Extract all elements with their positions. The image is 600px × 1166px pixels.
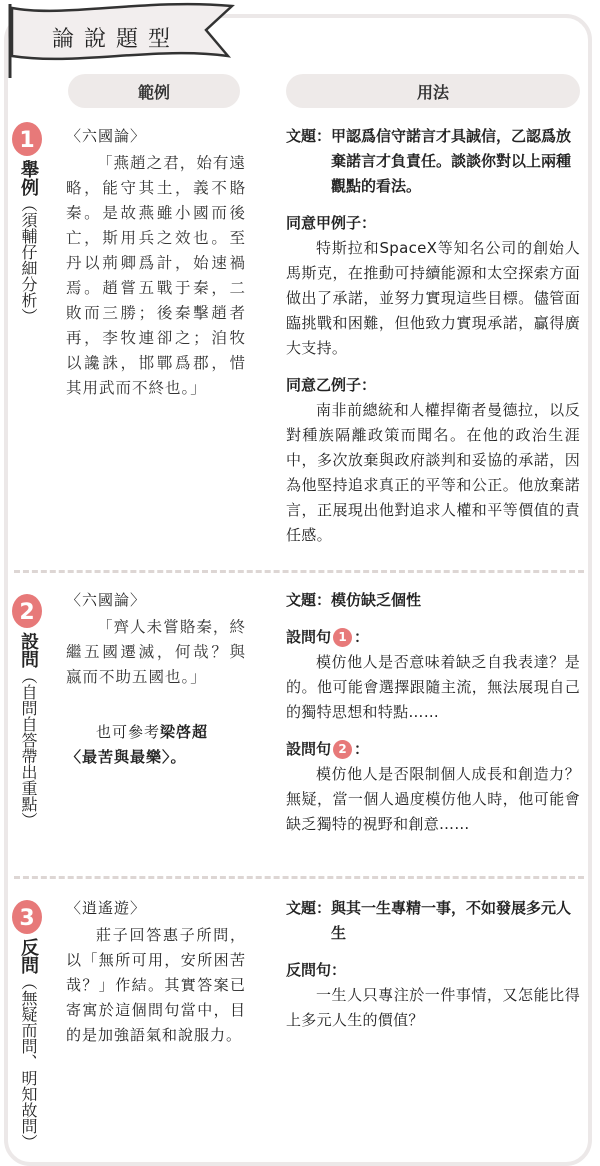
number-circle-1-icon: 1 [333,628,352,647]
column-header-example: 範例 [68,74,240,108]
section-title: 反問 [18,938,39,974]
column-header-usage: 用法 [286,74,580,108]
example-3 [66,896,246,1048]
number-circle-2-icon: 2 [333,740,352,759]
topic-label: 文題： [286,127,332,145]
example-1 [66,124,246,401]
block-text: 模仿他人是否意味着缺乏自我表達？是的。他可能會選擇跟隨主流，無法展現自己的獨特思想和特點…… [286,653,580,721]
section-name-1 [18,160,38,324]
section-subtitle: （無疑而問、明知故問） [19,974,38,1150]
svg-text:2: 2 [19,600,35,625]
example-source: 〈六國論〉 [66,127,147,145]
topic-label: 文題： [286,591,332,609]
usage-1 [286,124,580,548]
section-title: 設問 [18,632,39,668]
usage-topic [286,588,580,613]
block-text: 一生人只專注於一件事情，又怎能比得上多元人生的價值？ [286,986,580,1029]
topic-text: 與其一生專精一事，不如發展多元人生 [331,899,572,942]
title-banner [6,0,238,80]
section-divider [14,876,584,879]
topic-label: 文題： [286,899,332,917]
number-badge-3-icon [10,896,44,936]
example-note [66,720,246,770]
note-author: 梁啓超 [160,723,209,741]
section-title: 舉例 [18,160,39,196]
example-quote: 「齊人未嘗賂秦，終繼五國遷滅，何哉？與嬴而不助五國也。」 [66,618,246,686]
svg-text:1: 1 [19,128,35,153]
usage-2 [286,588,580,837]
usage-topic [286,896,580,946]
block-text: 特斯拉和SpaceX等知名公司的創始人馬斯克，在推動可持續能源和太空探索方面做出了承諾，並努力實現這些目標。儘管面臨挑戰和困難，但他致力實現承諾，贏得廣大支持。 [286,239,580,357]
topic-text: 模仿缺乏個性 [331,591,422,609]
section-divider [14,570,584,573]
note-prefix: 也可參考 [96,723,161,741]
banner-title: 論說題型 [52,27,181,52]
block-label: 同意乙例子： [286,376,377,394]
section-name-2 [18,632,38,828]
block-label: 反問句： [286,961,347,979]
example-body: 莊子回答惠子所問，以「無所可用，安所困苦哉？」作結。其實答案已寄寓於這個問句當中，目的是加強語氣和說服力。 [66,926,246,1044]
example-quote: 「燕趙之君，始有遠略，能守其土，義不賂秦。是故燕雖小國而後亡，斯用兵之效也。至丹以荊卿爲計，始速禍焉。趙嘗五戰于秦，二敗而三勝；後秦擊趙者再，李牧連卻之；洎牧以讒誅，邯鄲爲郡，惜其用武而不終也。」 [66,154,246,397]
usage-topic [286,124,580,199]
example-source: 〈逍遙遊〉 [66,899,147,917]
block-text: 南非前總統和人權捍衛者曼德拉，以反對種族隔離政策而聞名。在他的政治生涯中，多次放棄與政府談判和妥協的承諾，因為他堅持追求真正的平等和公正。他放棄諾言，正展現出他對追求人權和平等價值的責任感。 [286,401,580,544]
block-label: 設問句 2 ： [286,740,370,758]
block-label: 設問句 1 ： [286,628,370,646]
svg-text:3: 3 [19,906,35,931]
section-subtitle: （須輔仔細分析） [19,196,38,324]
example-source: 〈六國論〉 [66,591,147,609]
usage-3 [286,896,580,1033]
example-2 [66,588,246,770]
block-text: 模仿他人是否限制個人成長和創造力？無疑，當一個人過度模仿他人時，他可能會缺乏獨特的視野和創意…… [286,765,580,833]
section-name-3 [18,938,38,1150]
block-label: 同意甲例子： [286,214,377,232]
note-work: 〈最苦與最樂〉。 [66,748,187,766]
topic-text: 甲認爲信守諾言才具誠信，乙認爲放棄諾言才負責任。談談你對以上兩種觀點的看法。 [331,127,572,195]
number-badge-2-icon [10,590,44,630]
number-badge-1-icon [10,118,44,158]
section-subtitle: （自問自答帶出重點） [19,668,38,828]
